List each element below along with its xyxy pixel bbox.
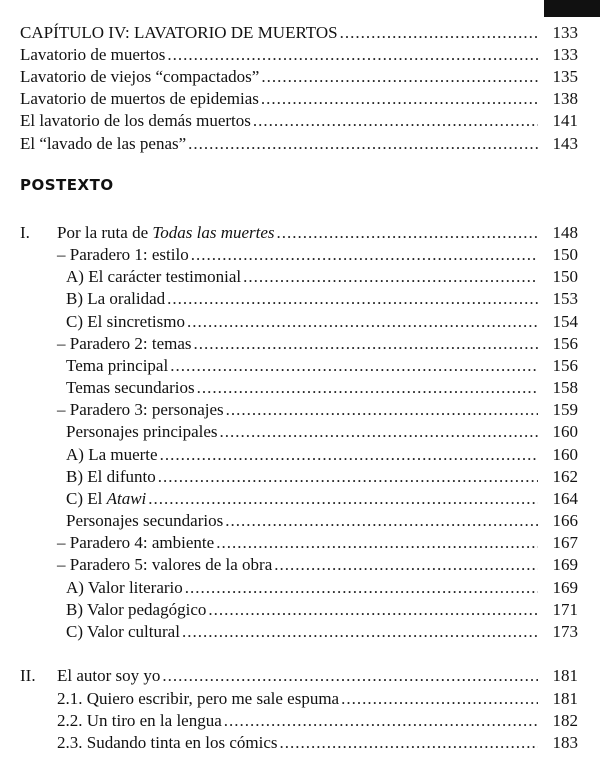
toc-page-number: 153 [552,289,578,308]
dot-leader [158,466,538,488]
toc-entry[interactable] [66,377,578,399]
toc-entry-title: – Paradero 4: ambiente [57,533,215,552]
toc-entry[interactable] [20,133,578,155]
toc-entry[interactable] [57,532,578,554]
toc-entry-title: El lavatorio de los demás muertos [20,111,251,130]
toc-entry-title: Lavatorio de muertos [20,45,166,64]
toc-page-number: 148 [552,223,578,242]
toc-page-number: 173 [552,622,578,641]
dot-leader [182,621,538,643]
dot-leader [274,554,538,576]
toc-page-number: 141 [552,111,578,130]
dot-leader [160,444,538,466]
toc-page-number: 181 [552,666,578,685]
toc-page-number: 182 [552,711,578,730]
toc-entry[interactable] [66,577,578,599]
toc-entry-title: – Paradero 1: estilo [57,245,189,264]
toc-part-heading[interactable] [20,222,578,244]
toc-entry-title: CAPÍTULO IV: LAVATORIO DE MUERTOS [20,23,338,42]
dot-leader [226,399,538,421]
toc-entry[interactable] [66,510,578,532]
dot-leader [187,311,538,333]
dot-leader [188,133,538,155]
toc-entry-title: Temas secundarios [66,378,195,397]
dot-leader [191,244,538,266]
toc-entry-title [20,665,160,687]
toc-page-number: 160 [552,445,578,464]
toc-entry-title: B) El difunto [66,467,156,486]
toc-entry[interactable] [20,88,578,110]
toc-entry-title: Personajes principales [66,422,218,441]
dot-leader [243,266,538,288]
toc-entry-title: 2.1. Quiero escribir, pero me sale espuma [57,689,340,708]
toc-page-number: 133 [552,23,578,42]
toc-entry-title: El “lavado de las penas” [20,134,187,153]
toc-entry-title: A) Valor literario [66,578,183,597]
dot-leader [162,665,538,687]
toc-entry-title: Lavatorio de viejos “compactados” [20,67,260,86]
toc-entry-title: Tema principal [66,356,169,375]
toc-entry-title: – Paradero 3: personajes [57,400,224,419]
toc-entry[interactable] [57,333,578,355]
toc-entry[interactable] [66,355,578,377]
toc-page-number: 166 [552,511,578,530]
title-italic: Todas las muertes [152,223,275,242]
toc-page-number: 181 [552,689,578,708]
toc-entry-title: – Paradero 5: valores de la obra [57,555,273,574]
dot-leader [224,710,538,732]
toc-page-number: 143 [552,134,578,153]
toc-page-number: 135 [552,67,578,86]
dot-leader [225,510,538,532]
dot-leader [280,732,538,754]
toc-page-number: 156 [552,356,578,375]
toc-entry-title [66,488,146,510]
toc-entry-title: – Paradero 2: temas [57,334,192,353]
toc-entry-title: 2.2. Un tiro en la lengua [57,711,222,730]
dot-leader [341,688,538,710]
toc-page-number: 159 [552,400,578,419]
toc-entry-title: B) Valor pedagógico [66,600,207,619]
toc-page-number: 160 [552,422,578,441]
toc-part-heading[interactable] [20,665,578,687]
toc-entry[interactable] [20,66,578,88]
toc-entry-title: C) El sincretismo [66,312,185,331]
toc-page-number: 150 [552,245,578,264]
toc-chapter-heading[interactable] [20,22,578,44]
toc-entry[interactable] [66,421,578,443]
part-number: I. [20,223,30,242]
toc-entry[interactable] [66,288,578,310]
toc-entry[interactable] [20,44,578,66]
toc-page-number: 133 [552,45,578,64]
toc-entry[interactable] [66,621,578,643]
dot-leader [253,110,538,132]
toc-entry[interactable] [66,488,578,510]
dot-leader [261,88,538,110]
toc-page-number: 154 [552,312,578,331]
toc-page-number: 183 [552,733,578,752]
toc-page-number: 167 [552,533,578,552]
dot-leader [148,488,538,510]
toc-entry[interactable] [66,466,578,488]
toc-entry-title: A) La muerte [66,445,158,464]
toc-entry[interactable] [57,732,578,754]
dot-leader [340,22,538,44]
dot-leader [208,599,538,621]
toc-entry[interactable] [57,554,578,576]
toc-entry-title: A) El carácter testimonial [66,267,242,286]
toc-page-number: 138 [552,89,578,108]
toc-entry[interactable] [20,110,578,132]
dot-leader [277,222,538,244]
toc-entry[interactable] [66,311,578,333]
toc-entry[interactable] [66,599,578,621]
dot-leader [167,288,538,310]
toc-entry[interactable] [66,444,578,466]
toc-entry[interactable] [66,266,578,288]
toc-entry-title: Lavatorio de muertos de epidemias [20,89,259,108]
dot-leader [170,355,538,377]
dot-leader [216,532,538,554]
dot-leader [194,333,538,355]
dot-leader [197,377,538,399]
toc-page-number: 162 [552,467,578,486]
part-number: II. [20,666,36,685]
toc-page-number: 158 [552,378,578,397]
toc-entry-title [20,222,275,244]
toc-page-number: 150 [552,267,578,286]
dot-leader [261,66,538,88]
toc-entry-title: 2.3. Sudando tinta en los cómics [57,733,278,752]
toc-entry-title: C) Valor cultural [66,622,180,641]
dot-leader [185,577,538,599]
toc-entry[interactable] [57,688,578,710]
toc-entry[interactable] [57,710,578,732]
toc-page-number: 164 [552,489,578,508]
dot-leader [220,421,538,443]
title-text: Por la ruta de [57,223,153,242]
title-text: C) El [66,489,107,508]
title-text: El autor soy yo [57,666,161,685]
toc-entry[interactable] [57,244,578,266]
toc-page-number: 169 [552,578,578,597]
dot-leader [167,44,538,66]
section-heading-postexto: POSTEXTO [20,176,114,194]
toc-entry[interactable] [57,399,578,421]
toc-page-number: 169 [552,555,578,574]
toc-entry-title: B) La oralidad [66,289,166,308]
toc-page-number: 156 [552,334,578,353]
toc-entry-title: Personajes secundarios [66,511,224,530]
toc-page-number: 171 [552,600,578,619]
title-italic: Atawi [106,489,147,508]
